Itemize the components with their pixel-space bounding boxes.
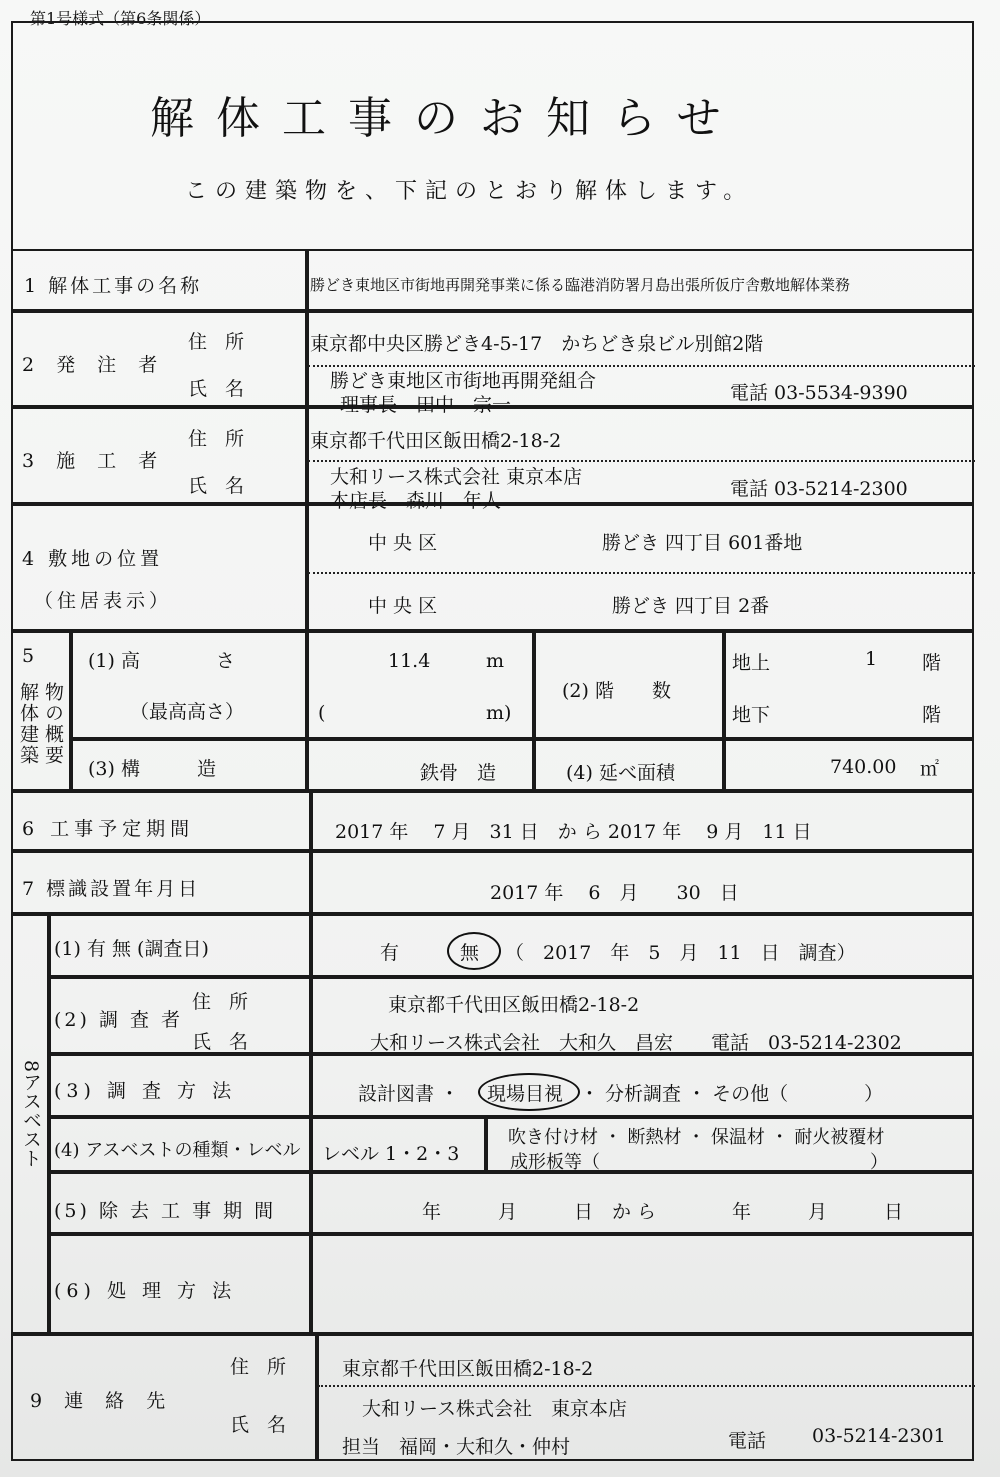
asbestos-vlabel: 8アスベスト xyxy=(20,1060,42,1168)
name-label: 氏 名 xyxy=(192,1031,255,1053)
above-ground-label: 地上 xyxy=(732,652,771,674)
height-unit: m xyxy=(486,650,505,672)
max-height-open: ( xyxy=(318,702,326,724)
name-label: 氏 名 xyxy=(188,475,251,497)
page-title: 解体工事のお知らせ xyxy=(150,93,743,144)
survey-date: （ 2017 年 5 月 11 日 調査） xyxy=(505,942,856,964)
contractor-phone: 電話 03-5214-2300 xyxy=(730,478,908,500)
structure-label: (3) 構 造 xyxy=(88,758,216,780)
height-value: 11.4 xyxy=(388,650,431,672)
removal-period-label: (5) 除 去 工 事 期 間 xyxy=(54,1200,277,1222)
presence-yes: 有 xyxy=(380,942,400,964)
asbestos-types: 吹き付け材 ・ 断熱材 ・ 保温材 ・ 耐火被覆材 xyxy=(508,1127,885,1148)
name-label: 氏 名 xyxy=(188,378,251,400)
orderer-representative: 理事長 田中 宗一 xyxy=(340,394,512,416)
address-label: 住 所 xyxy=(192,991,255,1013)
contact-address: 東京都千代田区飯田橋2-18-2 xyxy=(342,1358,594,1380)
project-name-label: 1 解体工事の名称 xyxy=(24,275,203,297)
method-site-visual: 現場目視 xyxy=(487,1083,564,1105)
residence-address: 勝どき 四丁目 2番 xyxy=(612,595,770,617)
area-unit: ㎡ xyxy=(920,758,940,780)
residence-label: （住居表示） xyxy=(34,590,173,612)
contractor-representative: 本店長 森川 年人 xyxy=(330,490,502,512)
area-label: (4) 延べ面積 xyxy=(566,762,675,784)
site-label: 4 敷地の位置 xyxy=(22,548,164,570)
below-ground-label: 地下 xyxy=(732,704,771,726)
divider xyxy=(308,572,975,574)
above-ground-value: 1 xyxy=(865,648,878,670)
divider xyxy=(318,1385,975,1387)
method-design-docs: 設計図書 ・ xyxy=(358,1083,460,1105)
address-label: 住 所 xyxy=(188,331,251,353)
contact-phone: 03-5214-2301 xyxy=(812,1425,946,1447)
asbestos-type-label: (4) アスベストの種類・レベル xyxy=(54,1140,301,1161)
orderer-name: 勝どき東地区市街地再開発組合 xyxy=(330,370,597,392)
site-ward: 中 央 区 xyxy=(368,532,438,554)
residence-ward: 中 央 区 xyxy=(368,595,438,617)
surveyor-address: 東京都千代田区飯田橋2-18-2 xyxy=(388,994,640,1016)
asbestos-presence-label: (1) 有 無 (調査日) xyxy=(54,938,209,960)
orderer-label: 2 発 注 者 xyxy=(22,354,166,376)
method-others: ・ 分析調査 ・ その他（ ） xyxy=(580,1083,884,1105)
area-value: 740.00 xyxy=(830,756,897,778)
contractor-label: 3 施 工 者 xyxy=(22,450,166,472)
name-label: 氏 名 xyxy=(230,1414,293,1436)
survey-method-label: (3) 調 査 方 法 xyxy=(54,1080,237,1102)
building-vlabel-1: 解体建築 xyxy=(17,682,39,766)
contact-company: 大和リース株式会社 東京本店 xyxy=(362,1398,628,1420)
max-height-label: （最高高さ） xyxy=(130,701,245,723)
contact-label: 9 連 絡 先 xyxy=(30,1390,174,1412)
contractor-name: 大和リース株式会社 東京本店 xyxy=(330,466,583,488)
sign-date-value: 2017 年 6 月 30 日 xyxy=(490,882,739,904)
sign-date-label: 7 標識設置年月日 xyxy=(22,878,201,900)
surveyor-name-phone: 大和リース株式会社 大和久 昌宏 電話 03-5214-2302 xyxy=(370,1032,902,1054)
disposal-method-label: (6) 処 理 方 法 xyxy=(54,1280,237,1302)
orderer-address: 東京都中央区勝どき4-5-17 かちどき泉ビル別館2階 xyxy=(310,333,764,355)
row5-number: 5 xyxy=(22,645,35,667)
form-number: 第1号様式（第6条関係） xyxy=(30,9,211,28)
project-name: 勝どき東地区市街地再開発事業に係る臨港消防署月島出張所仮庁舎敷地解体業務 xyxy=(310,276,851,294)
address-label: 住 所 xyxy=(230,1356,293,1378)
site-lot: 勝どき 四丁目 601番地 xyxy=(602,532,803,554)
address-label: 住 所 xyxy=(188,428,251,450)
orderer-phone: 電話 03-5534-9390 xyxy=(730,382,908,404)
contractor-address: 東京都千代田区飯田橋2-18-2 xyxy=(310,430,562,452)
cell xyxy=(311,1234,974,1334)
building-vlabel-2: 物の概要 xyxy=(42,682,64,766)
contact-persons: 担当 福岡・大和久・仲村 xyxy=(342,1436,571,1458)
presence-no: 無 xyxy=(460,942,480,964)
period-label: 6 工事予定期間 xyxy=(22,818,195,840)
structure-value: 鉄骨 造 xyxy=(420,762,497,784)
surveyor-label: (2) 調 査 者 xyxy=(54,1009,184,1031)
contact-phone-label: 電話 xyxy=(728,1430,767,1452)
subtitle: この建築物を、下記のとおり解体します。 xyxy=(185,179,754,204)
floors-label: (2) 階 数 xyxy=(562,680,671,702)
asbestos-level: レベル 1・2・3 xyxy=(322,1143,460,1165)
floor-unit: 階 xyxy=(922,704,942,726)
asbestos-types-other: 成形板等（ ） xyxy=(510,1152,888,1173)
removal-period-value: 年 月 日 か ら 年 月 日 xyxy=(422,1201,904,1223)
floor-unit: 階 xyxy=(922,652,942,674)
max-height-unit: m) xyxy=(486,702,512,724)
height-label: (1) 高 さ xyxy=(88,650,235,672)
period-value: 2017 年 7 月 31 日 か ら 2017 年 9 月 11 日 xyxy=(335,821,812,843)
